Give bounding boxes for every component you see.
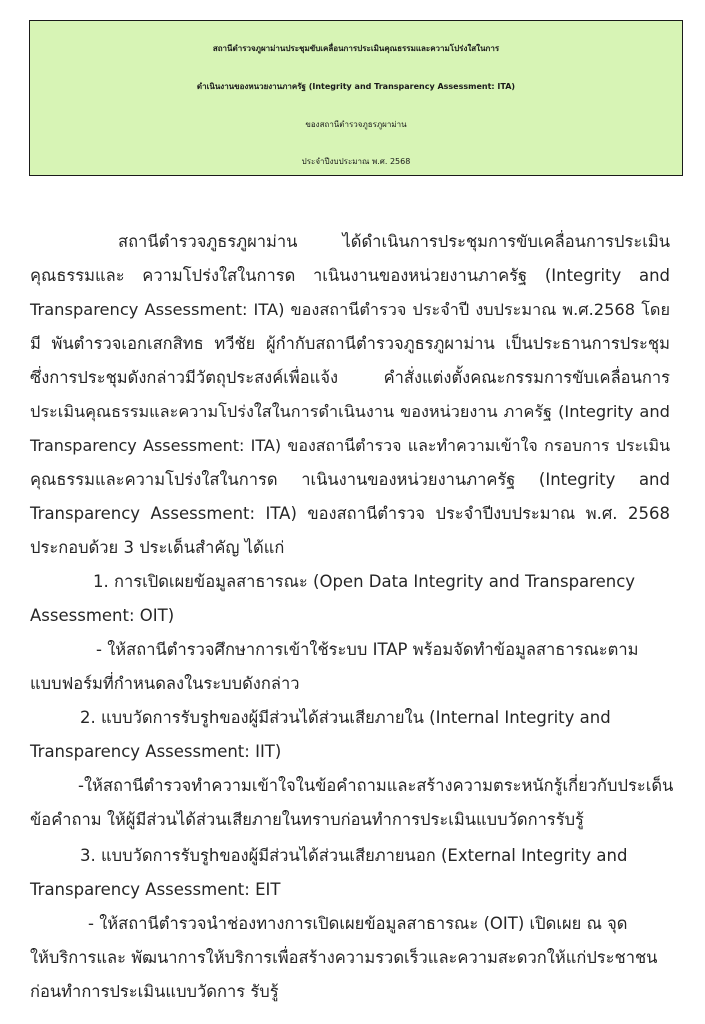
body-line-8: คุณธรรมและความโปร่งใสในการด าเนินงานของหน่วยงานภาครัฐ (Integrity and bbox=[30, 470, 670, 489]
body-line-7: Transparency Assessment: ITA) ของสถานีตำรวจ และทำความเข้าใจ กรอบการ ประเมิน bbox=[30, 436, 670, 455]
body-line-5: ซึ่งการประชุมดังกล่าวมีวัตถุประสงค์เพื่อแจ้ง คำสั่งแต่งตั้งคณะกรรมการขับเคลื่อนการ bbox=[30, 368, 670, 387]
item-2-detail: -ให้สถานีตำรวจทำความเข้าใจในข้อคำถามและสร้างความตระหนักรู้เกี่ยวกับประเด็น bbox=[78, 776, 674, 795]
item-1-detail: - ให้สถานีตำรวจศึกษาการเข้าใช้ระบบ ITAP พร้อมจัดทำข้อมูลสาธารณะตาม bbox=[96, 640, 639, 659]
title-line-1: สถานีตำรวจภูผาม่านประชุมขับเคลื่อนการประเมินคุณธรรมและความโปร่งใสในการ bbox=[212, 44, 500, 53]
body-line-4: มี พันตำรวจเอกเสกสิทธ ทวีชัย ผู้กำกับสถานีตำรวจภูธรภูผาม่าน เป็นประธานการประชุม bbox=[30, 334, 670, 353]
body-line-10: ประกอบด้วย 3 ประเด็นสำคัญ ได้แก่ bbox=[30, 538, 285, 557]
title-line-4: ประจำปีงบประมาณ พ.ศ. 2568 bbox=[301, 157, 411, 166]
item-3-detail-end: ก่อนทำการประเมินแบบวัดการ รับรู้ bbox=[30, 982, 279, 1001]
body-line-3: Transparency Assessment: ITA) ของสถานีตำรวจ ประจำปี งบประมาณ พ.ศ.2568 โดย bbox=[30, 300, 670, 319]
title-line-3: ของสถานีตำรวจภูธรภูผาม่าน bbox=[305, 120, 407, 129]
body-line-2: คุณธรรมและ ความโปร่งใสในการด าเนินงานของหน่วยงานภาครัฐ (Integrity and bbox=[30, 266, 670, 285]
body-line-9: Transparency Assessment: ITA) ของสถานีตำรวจ ประจำปีงบประมาณ พ.ศ. 2568 bbox=[30, 504, 670, 523]
item-2-heading: 2. แบบวัดการรับรูhของผู้มีส่วนได้ส่วนเสียภายใน (Internal Integrity and bbox=[80, 708, 611, 727]
item-2-detail-cont: ข้อคำถาม ให้ผู้มีส่วนได้ส่วนเสียภายในทราบก่อนทำการประเมินแบบวัดการรับรู้ bbox=[30, 810, 584, 829]
title-box bbox=[29, 20, 683, 176]
item-3-heading: 3. แบบวัดการรับรูhของผู้มีส่วนได้ส่วนเสียภายนอก (External Integrity and bbox=[80, 846, 628, 865]
body-line-6: ประเมินคุณธรรมและความโปร่งใสในการดำเนินงาน ของหน่วยงาน ภาครัฐ (Integrity and bbox=[30, 402, 670, 421]
item-3-detail-cont: ให้บริการและ พัฒนาการให้บริการเพื่อสร้างความรวดเร็วและความสะดวกให้แก่ประชาชน bbox=[30, 948, 658, 967]
title-line-2: ดำเนินงานของหนวยงานภาครัฐ (Integrity and Transparency Assessment: ITA) bbox=[196, 82, 516, 91]
item-1-heading: 1. การเปิดเผยข้อมูลสาธารณะ (Open Data Integrity and Transparency bbox=[93, 572, 636, 591]
item-3-detail: - ให้สถานีตำรวจนำช่องทางการเปิดเผยข้อมูลสาธารณะ (OIT) เปิดเผย ณ จุด bbox=[88, 914, 628, 933]
item-1-heading-cont: Assessment: OIT) bbox=[30, 606, 175, 625]
body-line-1: สถานีตำรวจภูธรภูผาม่าน ได้ดำเนินการประชุมการขับเคลื่อนการประเมิน bbox=[118, 232, 670, 251]
item-3-heading-cont: Transparency Assessment: EIT bbox=[30, 880, 281, 899]
item-1-detail-cont: แบบฟอร์มที่กำหนดลงในระบบดังกล่าว bbox=[30, 674, 300, 693]
item-2-heading-cont: Transparency Assessment: IIT) bbox=[30, 742, 282, 761]
